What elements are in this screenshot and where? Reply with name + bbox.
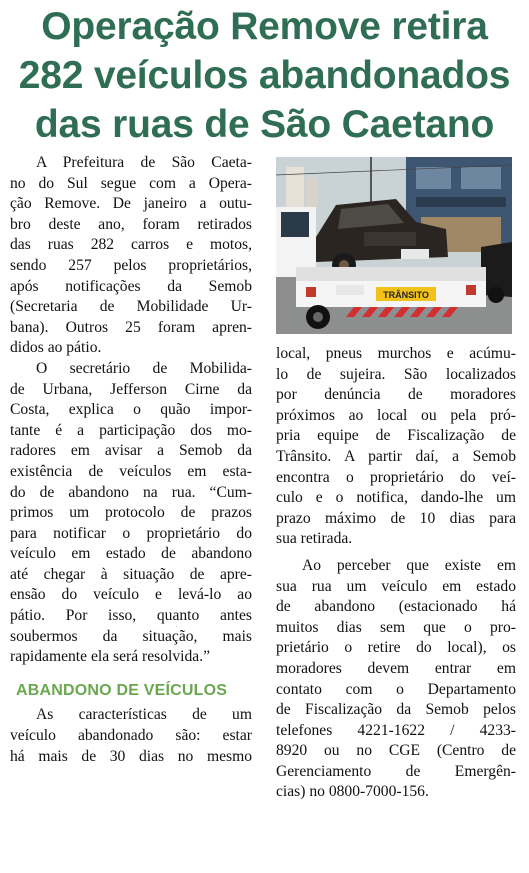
headline-line: 282 veículos abandonados: [18, 54, 511, 97]
text-line: pátio. Por isso, quanto antes: [10, 607, 252, 625]
right-column: [276, 344, 516, 803]
text-line: Ao perceber que existe em: [302, 556, 516, 574]
text-line: bro deste ano, foram retirados: [10, 215, 252, 233]
text-line: muitos dias sem que o pro-: [276, 618, 516, 636]
text-line: radores em avisar a Semob da: [10, 442, 252, 460]
text-line: As características de um: [36, 706, 252, 724]
text-line: encontra o proprietário do veí-: [276, 468, 516, 486]
text-line: soubermos da situação, mais: [10, 627, 252, 645]
headline-line: Operação Remove retira: [41, 5, 488, 48]
text-line: prietário o retire do local), os: [276, 639, 516, 657]
text-line: para notificar o proprietário do: [10, 524, 252, 542]
transito-label: TRÂNSITO: [383, 290, 429, 300]
text-line: Trânsito. A partir daí, a Semob: [276, 447, 516, 465]
text-line: cias) no 0800-7000-156.: [276, 783, 429, 801]
text-line: local, pneus murchos e acúmu-: [276, 345, 516, 362]
text-line: O secretário de Mobilida-: [36, 359, 252, 377]
text-line: prazo máximo de 10 dias para: [276, 509, 516, 527]
text-line: até chegar à situação de apre-: [10, 565, 252, 583]
text-line: sua rua um veículo em estado: [276, 577, 516, 595]
headline-line: das ruas de São Caetano: [34, 103, 495, 146]
text-line: após notificações da Semob: [10, 277, 252, 295]
text-line: do de abandono na rua. “Cum-: [10, 483, 252, 501]
text-line: Costa, explica o quão impor-: [10, 401, 252, 419]
text-line: de Urbana, Jefferson Cirne da: [10, 380, 252, 398]
text-line: de Fiscalização da Semob pelos: [276, 701, 516, 719]
text-line: próximos ao local ou pela pró-: [276, 406, 516, 424]
text-line: rapidamente ela será resolvida.”: [10, 648, 211, 666]
text-line: pria equipe de Fiscalização de: [276, 427, 516, 445]
text-line: 8920 ou no CGE (Centro de: [276, 742, 516, 760]
text-line: sua retirada.: [276, 530, 353, 548]
tow-truck-photo: [276, 157, 512, 334]
text-line: há mais de 30 dias no mesmo: [10, 747, 252, 765]
headline: [0, 0, 529, 149]
text-line: moradores devem entrar em: [276, 659, 516, 677]
text-line: telefones 4221-1622 / 4233-: [276, 721, 516, 739]
text-line: culo e o notifica, dando-lhe um: [276, 489, 516, 507]
text-line: de abandono (estacionado há: [276, 598, 516, 616]
text-line: tante é a participação dos mo-: [10, 421, 252, 439]
paragraph-intro: [10, 153, 252, 359]
text-line: didos ao pátio.: [10, 339, 102, 357]
text-line: A Prefeitura de São Caeta-: [36, 154, 252, 171]
text-line: por denúncia de moradores: [276, 386, 516, 404]
text-line: das ruas 282 carros e motos,: [10, 236, 252, 254]
text-line: no do Sul segue com a Opera-: [10, 174, 252, 192]
paragraph-characteristics: [10, 705, 252, 767]
text-line: veículo em estado de abandono: [10, 545, 252, 563]
tow-truck-illustration: [276, 157, 512, 334]
text-line: existência de veículos em esta-: [10, 462, 252, 480]
text-line: (Secretaria de Mobilidade Ur-: [10, 298, 252, 316]
text-line: ensão do veículo e levá-lo ao: [10, 586, 252, 604]
section-subhead: ABANDONO DE VEÍCULOS: [16, 681, 228, 699]
text-line: veículo abandonado são: estar: [10, 727, 252, 745]
paragraph-secretary: [10, 359, 252, 668]
text-line: Gerenciamento de Emergên-: [276, 762, 516, 780]
text-line: contato com o Departamento: [276, 680, 516, 698]
text-line: ção Remove. De janeiro a outu-: [10, 195, 252, 213]
paragraph-contact: [276, 556, 516, 803]
text-line: lo de sujeira. São localizados: [276, 365, 516, 383]
text-line: sendo 257 pelos proprietários,: [10, 256, 252, 274]
text-line: primos um protocolo de prazos: [10, 504, 252, 522]
paragraph-location: [276, 344, 516, 550]
text-line: bana). Outros 25 foram apren-: [10, 318, 252, 336]
left-column: [10, 153, 252, 767]
